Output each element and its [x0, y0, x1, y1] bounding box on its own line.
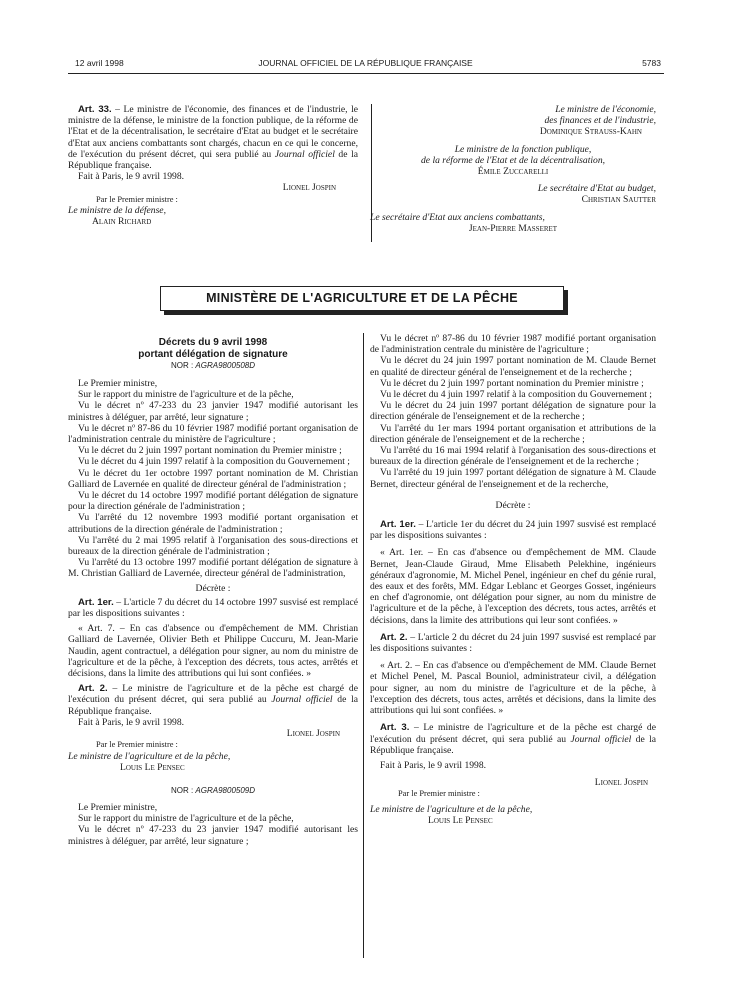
left-para: Le Premier ministre, — [78, 378, 158, 389]
top-role: Le ministre de la défense, — [68, 204, 166, 216]
right-art2-quote: « Art. 2. – En cas d'absence ou d'empêchement de MM. Claude Bernet et Michel Penel, M. Pascal Bouniol, administrateur civil, a délégation pour signer, au nom du ministre de l'agriculture et de la pêche, à l'exception des décrets, tous actes, arrêtés et décisions, dans la limite des attributions qui lui sont confiées. » — [370, 660, 656, 717]
header-rule — [68, 73, 664, 74]
right-art2-label: Art. 2. — [380, 631, 408, 643]
sig3-name: Christian Sautter — [581, 194, 656, 206]
art33-label: Art. 33. — [78, 104, 112, 115]
decree-title-line2: portant délégation de signature — [138, 348, 288, 360]
right-par: Par le Premier ministre : — [398, 789, 480, 799]
left-art1-label: Art. 1er. — [78, 596, 114, 608]
sig2-role1: Le ministre de la fonction publique, — [454, 143, 592, 155]
left-signer: Lionel Jospin — [286, 728, 340, 740]
left-art2-end: de la République française. — [68, 694, 358, 717]
right-art3-jo: Journal officiel — [570, 733, 632, 745]
sig4-role: Le secrétaire d'Etat aux anciens combattants, — [370, 211, 545, 223]
sig1-role1: Le ministre de l'économie, — [555, 104, 656, 115]
top-left-column — [68, 104, 358, 227]
right-para: Vu le décret du 24 juin 1997 portant délégation de signature pour la direction générale de l'enseignement et de la recherche ; — [370, 400, 656, 423]
top-name: Alain Richard — [92, 216, 152, 228]
left-decrete: Décrète : — [195, 582, 231, 594]
left-art2-text: – Le ministre de l'agriculture et de la pêche est chargé de l'exécution du présent décret, qui sera publié au — [68, 683, 358, 706]
left-fait: Fait à Paris, le 9 avril 1998. — [78, 716, 185, 728]
sig1-role2: des finances et de l'industrie, — [544, 115, 656, 127]
left-para-2: Le Premier ministre, — [78, 801, 158, 813]
left-art2-label: Art. 2. — [78, 683, 108, 695]
right-para: Vu le décret du 24 juin 1997 portant nomination de M. Claude Bernet en qualité de directeur général de l'enseignement et de la recherche ; — [370, 355, 656, 378]
header-date: 12 avril 1998 — [75, 58, 124, 68]
nor-code-2: AGRA9800509D — [195, 785, 256, 795]
left-para: Vu l'arrêté du 12 novembre 1993 modifié portant organisation et attributions de la direction générale de l'administration ; — [68, 512, 358, 535]
page-header — [0, 58, 731, 72]
left-para: Sur le rapport du ministre de l'agriculture et de la pêche, — [78, 389, 294, 401]
sig2-role2: de la réforme de l'Etat et de la décentralisation, — [420, 154, 606, 166]
nor-reference-1 — [68, 360, 358, 371]
top-right-column — [370, 104, 656, 234]
right-para: Vu l'arrêté du 1er mars 1994 portant organisation et attributions de la direction générale de l'enseignement et de la recherche ; — [370, 422, 656, 445]
right-para: Vu l'arrêté du 16 mai 1994 relatif à l'organisation des sous-directions et bureaux de la direction générale de l'enseignement et de la recherche ; — [370, 445, 656, 468]
right-fait: Fait à Paris, le 9 avril 1998. — [380, 759, 487, 771]
header-journal-title: JOURNAL OFFICIEL DE LA RÉPUBLIQUE FRANÇAISE — [258, 58, 473, 68]
right-art3-text: – Le ministre de l'agriculture et de la pêche est chargé de l'exécution du présent décret, qui sera publié au — [370, 722, 656, 745]
art33-jo: Journal officiel — [274, 148, 335, 160]
nor-reference-2 — [68, 785, 358, 796]
main-column-divider — [363, 333, 364, 958]
left-para: Vu le décret du 14 octobre 1997 modifié portant délégation de signature pour la direction générale de l'administration ; — [68, 490, 358, 513]
right-para: Vu le décret du 2 juin 1997 portant nomination du Premier ministre ; — [380, 377, 644, 389]
right-decrete: Décrète : — [495, 499, 531, 511]
top-par: Par le Premier ministre : — [96, 194, 178, 204]
top-fait: Fait à Paris, le 9 avril 1998. — [78, 171, 185, 183]
left-para: Vu le décret du 2 juin 1997 portant nomination du Premier ministre ; — [78, 445, 342, 457]
main-right-column — [370, 333, 656, 826]
left-para: Vu le décret du 1er octobre 1997 portant nomination de M. Christian Galliard de Lavernée en qualité de directeur général de l'administration ; — [68, 467, 358, 490]
right-art2-text: – L'article 2 du décret du 24 juin 1997 susvisé est remplacé par les dispositions suivantes : — [370, 631, 656, 655]
sig3-role: Le secrétaire d'Etat au budget, — [537, 183, 656, 195]
right-para: Vu l'arrêté du 19 juin 1997 portant délégation de signature à M. Claude Bernet, directeur général de l'enseignement et de la recherche, — [370, 467, 656, 490]
sig1-name: Dominique Strauss-Kahn — [539, 126, 642, 138]
left-para: Vu l'arrêté du 2 mai 1995 relatif à l'organisation des sous-directions et bureaux de la direction générale de l'administration ; — [68, 534, 358, 558]
right-art3-label: Art. 3. — [380, 722, 410, 734]
left-art7-quote: « Art. 7. – En cas d'absence ou d'empêchement de MM. Christian Galliard de Lavernée, Olivier Beth et Philippe Cuccuru, M. Jean-Marie Naudin, agent contractuel, a délégation pour signer, au nom du ministre de l'agriculture et de la pêche, à l'exception des décrets, tous actes, arrêtés et décisions, dans la limite des attributions qui lui sont confiées. » — [68, 623, 358, 680]
left-para: Vu le décret nº 87-86 du 10 février 1987 modifié portant organisation de l'administration centrale du ministère de l'agriculture ; — [68, 422, 358, 446]
left-role: Le ministre de l'agriculture et de la pêche, — [68, 750, 231, 762]
right-art3-end: de la République française. — [370, 733, 656, 756]
decree-title-line1: Décrets du 9 avril 1998 — [158, 337, 268, 348]
left-art1-text: – L'article 7 du décret du 14 octobre 1997 susvisé est remplacé par les dispositions suivantes : — [68, 596, 358, 620]
nor-label: NOR : — [170, 361, 196, 370]
right-art1-label: Art. 1er. — [380, 519, 416, 531]
left-para-2: Vu le décret nº 47-233 du 23 janvier 1947 modifié autorisant les ministres à déléguer, par arrêté, leur signature ; — [68, 824, 358, 847]
header-page-number: 5783 — [642, 58, 661, 68]
left-para: Vu l'arrêté du 13 octobre 1997 modifié portant délégation de signature à M. Christian Galliard de Lavernée, directeur général de l'administration, — [68, 557, 358, 580]
top-signer: Lionel Jospin — [282, 182, 336, 194]
left-name: Louis Le Pensec — [120, 761, 185, 773]
sig4-name: Jean-Pierre Masseret — [468, 222, 558, 234]
left-art2-jo: Journal officiel — [271, 694, 333, 706]
right-role: Le ministre de l'agriculture et de la pêche, — [370, 803, 533, 815]
right-para: Vu le décret du 4 juin 1997 relatif à la composition du Gouvernement ; — [380, 389, 652, 401]
ministry-banner: MINISTÈRE DE L'AGRICULTURE ET DE LA PÊCHE — [160, 286, 564, 311]
left-para: Vu le décret nº 47-233 du 23 janvier 1947 modifié autorisant les ministres à déléguer, par arrêté, leur signature ; — [68, 400, 358, 423]
left-para: Vu le décret du 4 juin 1997 relatif à la composition du Gouvernement ; — [78, 456, 350, 468]
art33-text: – Le ministre de l'économie, des finances et de l'industrie, le ministre de la défense, le ministre de la fonction publique, de la réforme de l'Etat et de la décentralisation, le secrétaire d'Etat au budget et le secrétaire d'Etat aux anciens combattants sont chargés, chacun en ce qui le concerne, de l'exécution du présent décret, qui sera publié au — [68, 104, 358, 160]
right-art1-quote: « Art. 1er. – En cas d'absence ou d'empêchement de MM. Claude Bernet, Jean-Claude Giraud, Mme Elisabeth Pelekhine, ingénieurs généraux d'agronomie, M. Michel Penel, ingénieur en chef du génie rural, des eaux et des forêts, MM. Edgar Leblanc et Georges Gosset, ingénieurs en chef d'agronomie, ont délégation pour signer, au nom du ministre de l'agriculture et de la pêche, à l'exception des décrets, tous actes, arrêtés et décisions, dans la limite des attributions qui leur sont confiées. » — [370, 547, 656, 626]
sig2-name: Émile Zuccarelli — [477, 166, 549, 178]
right-art1-text: – L'article 1er du décret du 24 juin 1997 susvisé est remplacé par les dispositions suivantes : — [370, 519, 656, 542]
left-para-2: Sur le rapport du ministre de l'agriculture et de la pêche, — [78, 813, 294, 825]
main-left-column — [68, 337, 358, 847]
right-para: Vu le décret nº 87-86 du 10 février 1987 modifié portant organisation de l'administration centrale du ministère de l'agriculture ; — [370, 333, 656, 356]
nor-code-1: AGRA9800508D — [195, 361, 256, 370]
left-par: Par le Premier ministre : — [96, 740, 178, 750]
right-name: Louis Le Pensec — [428, 814, 493, 826]
art33-end: de la République française. — [68, 148, 358, 172]
nor-label: NOR : — [170, 785, 196, 795]
right-signer: Lionel Jospin — [594, 777, 648, 789]
